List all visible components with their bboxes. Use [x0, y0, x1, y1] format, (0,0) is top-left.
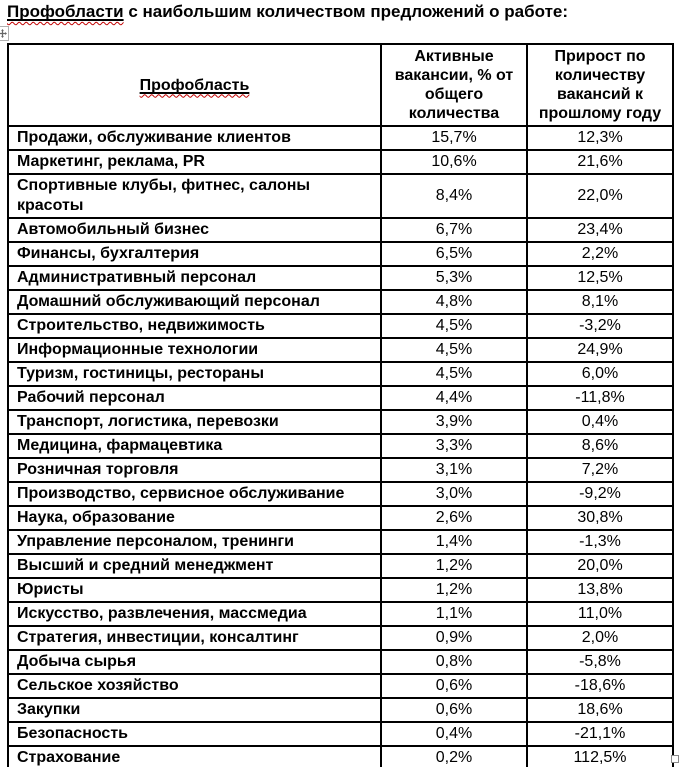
cell-growth: 2,0% [527, 626, 673, 650]
cell-profarea: Наука, образование [8, 506, 381, 530]
cell-active-vacancies: 4,5% [381, 338, 527, 362]
cell-profarea: Безопасность [8, 722, 381, 746]
cell-active-vacancies: 0,6% [381, 674, 527, 698]
cell-active-vacancies: 3,1% [381, 458, 527, 482]
cell-profarea: Сельское хозяйство [8, 674, 381, 698]
cell-profarea: Спортивные клубы, фитнес, салоны красоты [8, 174, 381, 218]
cell-active-vacancies: 1,1% [381, 602, 527, 626]
cell-profarea: Автомобильный бизнес [8, 218, 381, 242]
cell-active-vacancies: 0,9% [381, 626, 527, 650]
table-row [8, 722, 673, 746]
table-row [8, 362, 673, 386]
table-row [8, 150, 673, 174]
table-row [8, 458, 673, 482]
cell-growth: 23,4% [527, 218, 673, 242]
table-row [8, 290, 673, 314]
cell-profarea: Страхование [8, 746, 381, 767]
cell-growth: 18,6% [527, 698, 673, 722]
table-row [8, 386, 673, 410]
cell-active-vacancies: 2,6% [381, 506, 527, 530]
table-row [8, 626, 673, 650]
cell-profarea: Маркетинг, реклама, PR [8, 150, 381, 174]
cell-growth: 112,5% [527, 746, 673, 767]
cell-profarea: Информационные технологии [8, 338, 381, 362]
table-row [8, 650, 673, 674]
cell-active-vacancies: 3,9% [381, 410, 527, 434]
vacancies-table [7, 43, 674, 767]
table-resize-handle[interactable] [671, 755, 679, 763]
table-row [8, 506, 673, 530]
cell-profarea: Медицина, фармацевтика [8, 434, 381, 458]
move-cross-icon [0, 29, 7, 38]
cell-active-vacancies: 4,8% [381, 290, 527, 314]
cell-active-vacancies: 8,4% [381, 174, 527, 218]
cell-profarea: Высший и средний менеджмент [8, 554, 381, 578]
cell-profarea: Финансы, бухгалтерия [8, 242, 381, 266]
table-body [8, 126, 673, 767]
title-rest-text: с наибольшим количеством предложений о работе: [123, 2, 569, 21]
cell-growth: -5,8% [527, 650, 673, 674]
cell-growth: -18,6% [527, 674, 673, 698]
cell-profarea: Розничная торговля [8, 458, 381, 482]
cell-growth: 21,6% [527, 150, 673, 174]
table-row [8, 338, 673, 362]
table-row [8, 602, 673, 626]
cell-growth: 2,2% [527, 242, 673, 266]
cell-growth: 22,0% [527, 174, 673, 218]
table-row [8, 126, 673, 150]
table-row [8, 410, 673, 434]
table-row [8, 746, 673, 767]
table-header-row [8, 44, 673, 126]
cell-growth: 11,0% [527, 602, 673, 626]
cell-active-vacancies: 6,5% [381, 242, 527, 266]
table-row [8, 578, 673, 602]
table-row [8, 554, 673, 578]
header-cell-active-vacancies: Активные вакансии, % от общего количества [381, 44, 527, 126]
document-title [7, 2, 568, 22]
cell-growth: 7,2% [527, 458, 673, 482]
cell-profarea: Стратегия, инвестиции, консалтинг [8, 626, 381, 650]
cell-active-vacancies: 0,4% [381, 722, 527, 746]
table-row [8, 314, 673, 338]
cell-active-vacancies: 5,3% [381, 266, 527, 290]
table-row [8, 482, 673, 506]
header-cell-profarea [8, 44, 381, 126]
header-profarea-text: Профобласть [139, 76, 250, 94]
cell-active-vacancies: 15,7% [381, 126, 527, 150]
cell-active-vacancies: 1,2% [381, 554, 527, 578]
cell-growth: -21,1% [527, 722, 673, 746]
cell-growth: 12,5% [527, 266, 673, 290]
table-row [8, 218, 673, 242]
cell-active-vacancies: 4,5% [381, 362, 527, 386]
cell-active-vacancies: 4,4% [381, 386, 527, 410]
table-row [8, 674, 673, 698]
cell-active-vacancies: 1,2% [381, 578, 527, 602]
title-underlined-word [7, 2, 124, 21]
cell-profarea: Управление персоналом, тренинги [8, 530, 381, 554]
cell-active-vacancies: 1,4% [381, 530, 527, 554]
cell-profarea: Транспорт, логистика, перевозки [8, 410, 381, 434]
cell-growth: -11,8% [527, 386, 673, 410]
header-cell-growth: Прирост по количеству вакансий к прошлому году [527, 44, 673, 126]
table-row [8, 434, 673, 458]
cell-profarea: Туризм, гостиницы, рестораны [8, 362, 381, 386]
cell-growth: 8,6% [527, 434, 673, 458]
cell-growth: -1,3% [527, 530, 673, 554]
cell-active-vacancies: 4,5% [381, 314, 527, 338]
cell-growth: 30,8% [527, 506, 673, 530]
table-row [8, 698, 673, 722]
cell-active-vacancies: 6,7% [381, 218, 527, 242]
cell-profarea: Производство, сервисное обслуживание [8, 482, 381, 506]
cell-profarea: Административный персонал [8, 266, 381, 290]
cell-active-vacancies: 0,2% [381, 746, 527, 767]
cell-profarea: Искусство, развлечения, массмедиа [8, 602, 381, 626]
title-word-text: Профобласти [7, 2, 124, 21]
cell-growth: 20,0% [527, 554, 673, 578]
cell-active-vacancies: 10,6% [381, 150, 527, 174]
table-move-handle[interactable] [0, 26, 9, 41]
cell-active-vacancies: 0,6% [381, 698, 527, 722]
cell-profarea: Юристы [8, 578, 381, 602]
cell-growth: -9,2% [527, 482, 673, 506]
cell-profarea: Рабочий персонал [8, 386, 381, 410]
table-row [8, 242, 673, 266]
table-row [8, 174, 673, 218]
cell-profarea: Продажи, обслуживание клиентов [8, 126, 381, 150]
cell-profarea: Строительство, недвижимость [8, 314, 381, 338]
cell-active-vacancies: 3,0% [381, 482, 527, 506]
cell-profarea: Добыча сырья [8, 650, 381, 674]
cell-growth: 6,0% [527, 362, 673, 386]
table-row [8, 530, 673, 554]
cell-growth: 24,9% [527, 338, 673, 362]
table-row [8, 266, 673, 290]
cell-active-vacancies: 0,8% [381, 650, 527, 674]
cell-active-vacancies: 3,3% [381, 434, 527, 458]
cell-growth: -3,2% [527, 314, 673, 338]
cell-growth: 0,4% [527, 410, 673, 434]
cell-growth: 12,3% [527, 126, 673, 150]
cell-growth: 13,8% [527, 578, 673, 602]
cell-profarea: Закупки [8, 698, 381, 722]
header-underlined-word [140, 77, 250, 94]
cell-growth: 8,1% [527, 290, 673, 314]
cell-profarea: Домашний обслуживающий персонал [8, 290, 381, 314]
